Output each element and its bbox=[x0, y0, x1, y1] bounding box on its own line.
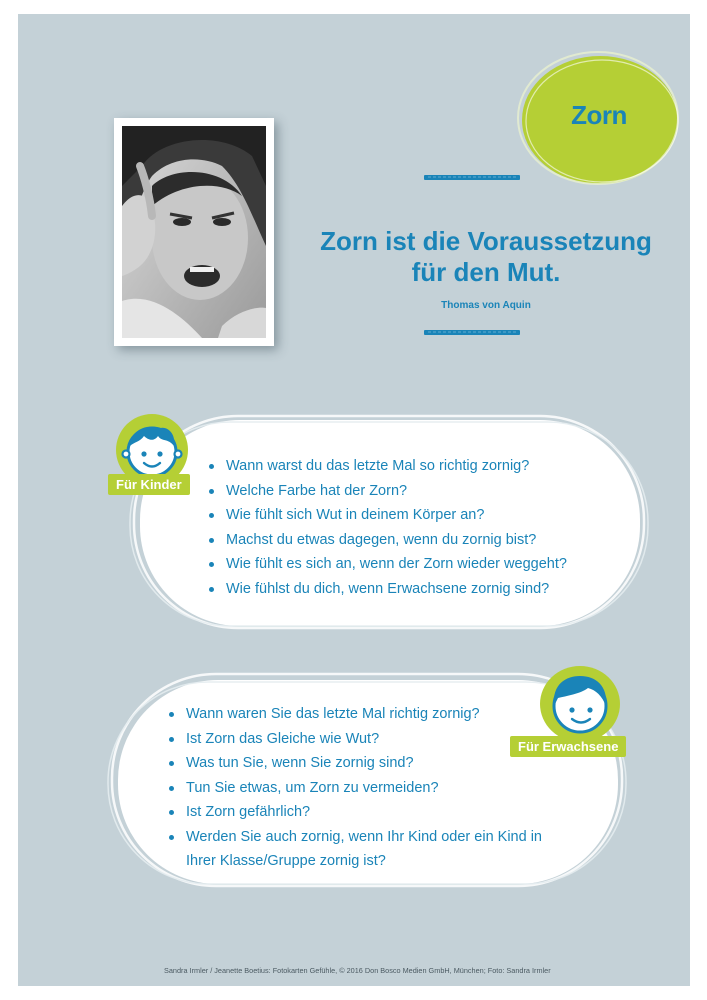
card bbox=[18, 14, 690, 986]
list-item: Werden Sie auch zornig, wenn Ihr Kind oder ein Kind in Ihrer Klasse/Gruppe zornig ist? bbox=[166, 825, 546, 874]
kinder-bubble bbox=[126, 410, 654, 636]
quote-line-1: Zorn ist die Voraussetzung bbox=[320, 226, 652, 256]
kinder-badge bbox=[104, 412, 194, 504]
kinder-question-list bbox=[206, 454, 567, 601]
list-item: Wann warst du das letzte Mal so richtig zornig? bbox=[206, 454, 567, 479]
erwachsene-label: Für Erwachsene bbox=[510, 736, 626, 757]
decorative-bar-bottom bbox=[424, 329, 520, 337]
quote-author: Thomas von Aquin bbox=[441, 300, 531, 311]
child-portrait-icon bbox=[122, 126, 266, 338]
list-item: Machst du etwas dagegen, wenn du zornig bist? bbox=[206, 528, 567, 553]
list-item: Was tun Sie, wenn Sie zornig sind? bbox=[166, 751, 546, 776]
erwachsene-question-list bbox=[166, 702, 546, 874]
list-item: Wann waren Sie das letzte Mal richtig zornig? bbox=[166, 702, 546, 727]
list-item: Tun Sie etwas, um Zorn zu vermeiden? bbox=[166, 776, 546, 801]
page-title: Zorn bbox=[571, 100, 627, 130]
photo-frame bbox=[114, 118, 274, 346]
list-item: Ist Zorn das Gleiche wie Wut? bbox=[166, 727, 546, 752]
title-blob bbox=[514, 48, 684, 190]
list-item: Ist Zorn gefährlich? bbox=[166, 800, 546, 825]
kinder-label: Für Kinder bbox=[108, 474, 190, 495]
list-item: Wie fühlt es sich an, wenn der Zorn wieder weggeht? bbox=[206, 552, 567, 577]
quote bbox=[300, 226, 672, 288]
list-item: Wie fühlst du dich, wenn Erwachsene zornig sind? bbox=[206, 577, 567, 602]
footer-credit: Sandra Irmler / Jeanette Boetius: Fotokarten Gefühle, © 2016 Don Bosco Medien GmbH, München; Foto: Sandra Irmler bbox=[164, 966, 551, 975]
quote-line-2: für den Mut. bbox=[411, 257, 561, 287]
erwachsene-badge bbox=[510, 664, 650, 764]
list-item: Wie fühlt sich Wut in deinem Körper an? bbox=[206, 503, 567, 528]
decorative-bar-top bbox=[424, 174, 520, 182]
list-item: Welche Farbe hat der Zorn? bbox=[206, 479, 567, 504]
